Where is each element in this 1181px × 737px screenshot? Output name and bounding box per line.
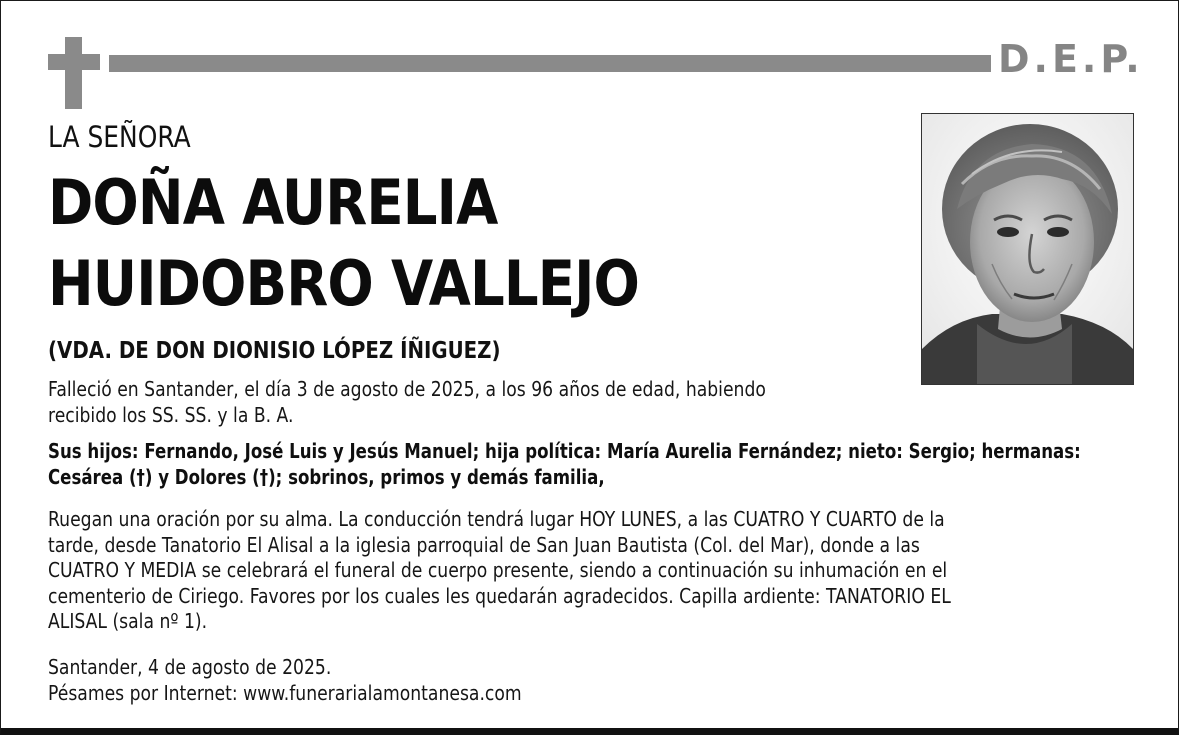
family-line: Sus hijos: Fernando, José Luis y Jesús Manuel; hija política: María Aurelia Fernández; nieto: Sergio; hermanas:	[48, 439, 1081, 463]
portrait-photo	[921, 113, 1134, 385]
cross-icon	[48, 37, 100, 109]
ceremony-line: tarde, desde Tanatorio El Alisal a la iglesia parroquial de San Juan Bautista (Col. del Mar), donde a las	[48, 532, 920, 557]
death-paragraph	[48, 377, 766, 428]
death-line: recibido los SS. SS. y la B. A.	[48, 402, 294, 427]
deceased-name-line-1: DOÑA AURELIA	[48, 166, 498, 239]
family-paragraph	[48, 439, 1081, 490]
ceremony-line: cementerio de Ciriego. Favores por los cuales les quedarán agradecidos. Capilla ardiente: TANATORIO EL	[48, 583, 951, 608]
header-rule	[109, 55, 991, 72]
ceremony-paragraph	[48, 507, 951, 635]
closing-paragraph	[48, 655, 522, 706]
portrait-illustration	[922, 114, 1133, 384]
widow-of: (VDA. DE DON DIONISIO LÓPEZ ÍÑIGUEZ)	[48, 338, 501, 364]
dep-label: D.E.P.	[998, 37, 1144, 81]
ceremony-line: CUATRO Y MEDIA se celebrará el funeral de cuerpo presente, siendo a continuación su inhumación en el	[48, 558, 948, 582]
condolences-link[interactable]: Pésames por Internet: www.funerarialamontanesa.com	[48, 680, 522, 705]
death-line: Falleció en Santander, el día 3 de agosto de 2025, a los 96 años de edad, habiendo	[48, 377, 766, 401]
ceremony-line: Ruegan una oración por su alma. La conducción tendrá lugar HOY LUNES, a las CUATRO Y CUARTO de la	[48, 507, 945, 531]
ceremony-line: ALISAL (sala nº 1).	[48, 609, 208, 633]
deceased-name-line-2: HUIDOBRO VALLEJO	[48, 247, 640, 320]
pre-title: LA SEÑORA	[48, 120, 191, 154]
place-date: Santander, 4 de agosto de 2025.	[48, 655, 332, 679]
family-line: Cesárea (†) y Dolores (†); sobrinos, primos y demás familia,	[48, 464, 605, 489]
